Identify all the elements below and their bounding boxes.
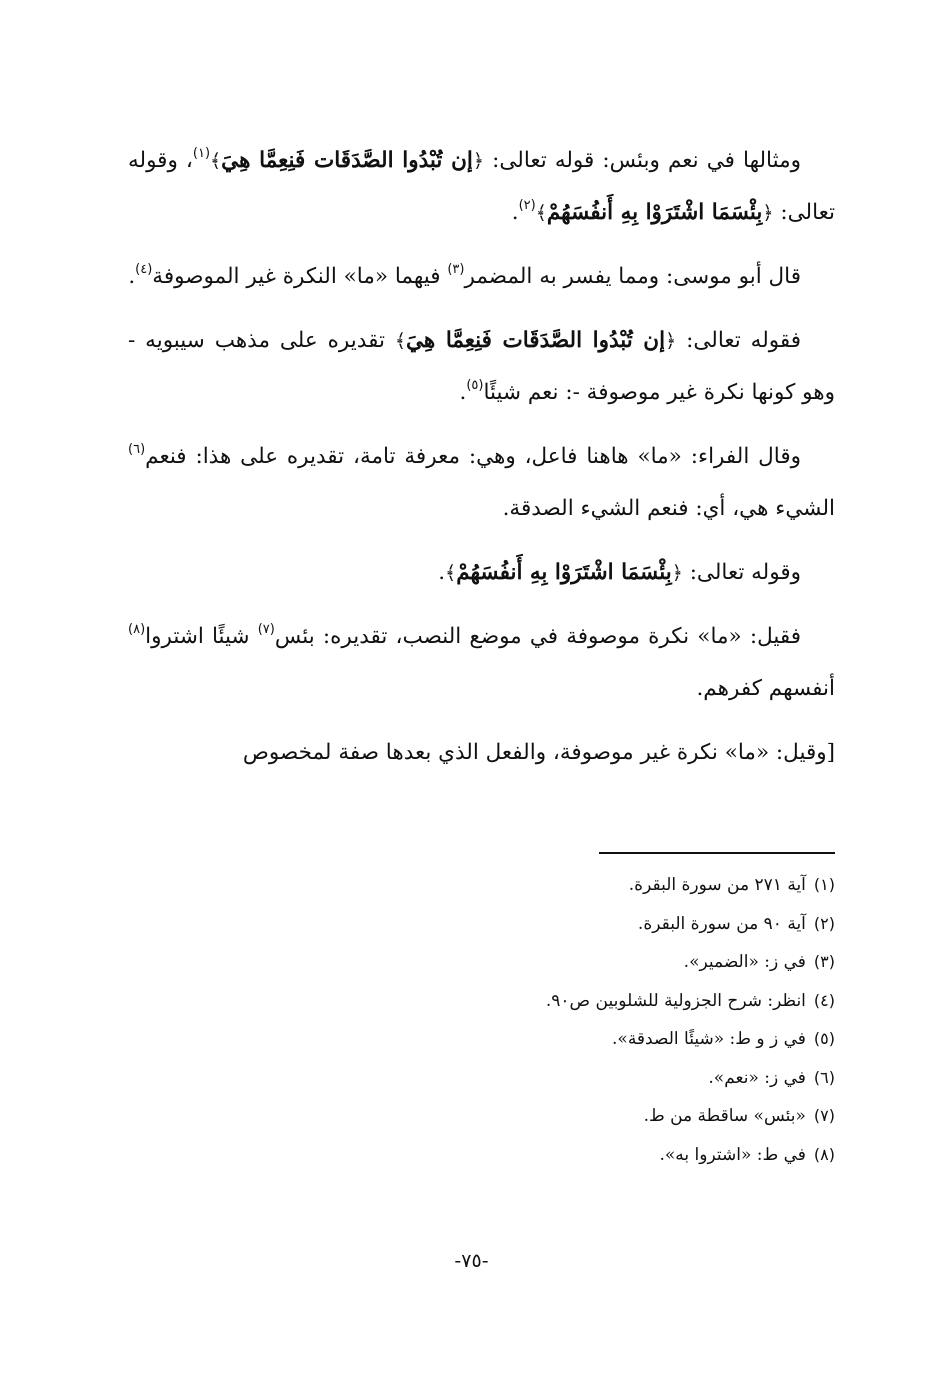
footnote-number: (٨)	[813, 1144, 835, 1164]
text: قال أبو موسى: ومما يفسر به المضمر	[464, 264, 801, 289]
page-number: -٧٥-	[454, 1250, 489, 1272]
footnote-number: (٢)	[813, 913, 835, 933]
paragraph-3	[128, 315, 835, 419]
footnote-text: «بئس» ساقطة من ط.	[643, 1106, 806, 1126]
footnote-number: (١)	[813, 875, 835, 894]
footnote-separator	[599, 852, 835, 854]
footnote-text: في ز و ط: «شيئًا الصدقة».	[612, 1029, 806, 1049]
footnote-ref: (١)	[192, 145, 211, 161]
footnote-item	[128, 982, 835, 1021]
text: فقوله تعالى:	[676, 328, 802, 353]
text: تقديره على مذهب سيبويه - وهو كونها نكرة غير موصوفة -: نعم شيئًا	[128, 328, 835, 405]
quote-bracket-close: ﴾	[210, 150, 222, 172]
footnote-ref: (٨)	[128, 621, 146, 637]
footnote-ref: (٧)	[257, 621, 275, 637]
footnote-text: في ز: «نعم».	[708, 1067, 806, 1088]
quran-quote	[536, 200, 774, 225]
footnote-item	[128, 905, 835, 944]
quote-bracket-open: ﴿	[665, 330, 677, 352]
footnote-text: في ز: «الضمير».	[683, 952, 806, 972]
text: فقيل: «ما» نكرة موصوفة في موضع النصب، تقديره: بئس	[274, 624, 801, 649]
footnote-ref: (٥)	[466, 377, 484, 393]
footnote-number: (٥)	[813, 1029, 835, 1048]
text: وقوله تعالى:	[682, 560, 801, 585]
paragraph-4	[128, 431, 835, 535]
quran-quote	[445, 560, 683, 585]
quran-quote	[210, 148, 484, 173]
paragraph-7	[128, 727, 835, 779]
paragraph-1	[128, 135, 835, 239]
quote-bracket-open: ﴿	[671, 562, 683, 584]
footnote-ref: (٤)	[135, 261, 153, 277]
footnote-number: (٧)	[813, 1106, 835, 1125]
text: الشيء هي، أي: فنعم الشيء الصدقة.	[502, 496, 835, 521]
footnotes-list	[128, 866, 835, 1174]
text: فيهما «ما» النكرة غير الموصوفة	[152, 264, 448, 289]
footnote-text: آية ٩٠ من سورة البقرة.	[637, 913, 806, 934]
text: ، وقوله تعالى:	[128, 148, 835, 225]
text: ومثالها في نعم وبئس: قوله تعالى:	[484, 148, 801, 173]
footnote-item	[128, 1059, 835, 1098]
text: وقال الفراء: «ما» هاهنا فاعل، وهي: معرفة تامة، تقديره على هذا: فنعم	[145, 444, 801, 469]
quote-bracket-close: ﴾	[445, 562, 457, 584]
quote-bracket-open: ﴿	[762, 202, 774, 224]
footnote-item	[128, 943, 835, 982]
footnote-ref: (٦)	[128, 441, 146, 457]
text: .	[128, 264, 136, 289]
footnote-text: آية ٢٧١ من سورة البقرة.	[628, 875, 806, 895]
footnote-item	[128, 1020, 835, 1059]
text: .	[459, 380, 467, 405]
footnote-number: (٤)	[813, 990, 835, 1010]
quote-text: إن تُبْدُوا الصَّدَقَات فَنِعِمَّا هِيَ	[221, 148, 473, 173]
paragraph-6	[128, 611, 835, 715]
footnote-item	[128, 1136, 835, 1175]
quran-quote	[395, 328, 676, 353]
paragraph-2	[128, 251, 835, 303]
quote-text: بِئْسَمَا اشْتَرَوْا بِهِ أَنفُسَهُمْ	[456, 560, 672, 585]
quote-bracket-close: ﴾	[535, 202, 547, 224]
footnote-text: في ط: «اشتروا به».	[659, 1144, 806, 1165]
quote-bracket-close: ﴾	[394, 330, 406, 352]
main-text	[128, 135, 835, 791]
quote-text: إن تُبْدُوا الصَّدَقَات فَنِعِمَّا هِيَ	[406, 328, 666, 353]
quote-text: بِئْسَمَا اشْتَرَوْا بِهِ أَنفُسَهُمْ	[546, 200, 763, 225]
footnote-number: (٣)	[813, 952, 835, 971]
text: .	[438, 560, 446, 585]
text: .	[511, 200, 519, 225]
footnote-item	[128, 866, 835, 905]
text: شيئًا اشتروا	[145, 624, 258, 649]
text: [وقيل: «ما» نكرة غير موصوفة، والفعل الذي بعدها صفة لمخصوص	[242, 740, 835, 765]
footnote-text: انظر: شرح الجزولية للشلوبين ص٩٠.	[545, 990, 806, 1011]
footnote-number: (٦)	[813, 1067, 835, 1087]
text: أنفسهم كفرهم.	[696, 676, 835, 701]
paragraph-5	[128, 547, 835, 599]
footnote-item	[128, 1097, 835, 1136]
footnote-ref: (٢)	[518, 197, 536, 213]
quote-bracket-open: ﴿	[472, 150, 485, 172]
footnote-ref: (٣)	[447, 261, 465, 277]
